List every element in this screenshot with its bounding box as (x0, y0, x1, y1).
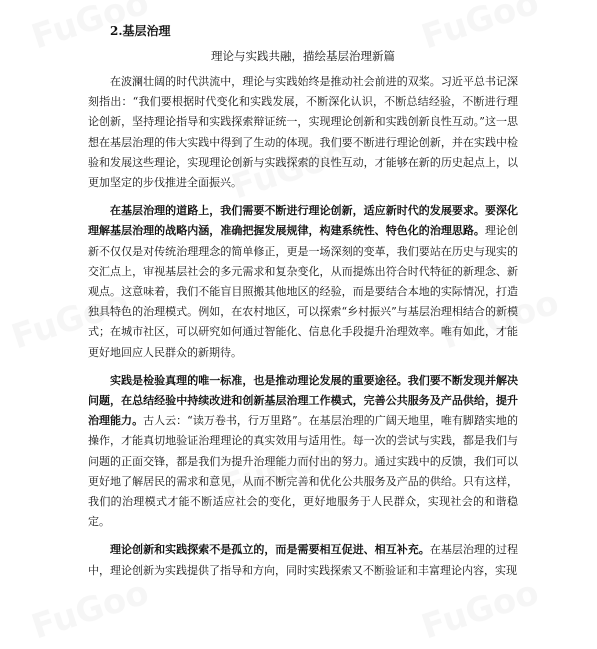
paragraph-lead: 在基层治理的道路上，我们需要不断进行理论创新，适应新时代的发展要求。要深化理解基层治理的战略内涵，准确把握发展规律，构建系统性、特色化的治理思路。 (88, 204, 518, 238)
paragraph (88, 540, 518, 580)
section-subtitle: 理论与实践共融，描绘基层治理新篇 (211, 49, 395, 63)
paragraph (88, 201, 518, 363)
paragraph (88, 72, 518, 193)
paragraph-body: 在基层治理的过程中，理论创新为实践提供了指导和方向，同时实践探索又不断验证和丰富理论内容，实现 (88, 543, 519, 577)
paragraph-body: 古人云：“读万卷书，行万里路”。在基层治理的广阔天地里，唯有脚踏实地的操作，才能真切地验证治理理论的真实效用与适用性。每一次的尝试与实践，都是我们与问题的正面交锋，都是我们为提升治理能力而付出的努力。通过实践中的反馈，我们可以更好地了解居民的需求和意见，从而不断完善和优化公共服务及产品的供给。只有这样，我们的治理模式才能不断适应社会的变化，更好地服务于人民群众，实现社会的和谐稳定。 (88, 414, 519, 529)
paragraph (88, 371, 518, 533)
paragraph-lead: 实践是检验真理的唯一标准，也是推动理论发展的重要途径。我们要不断发现并解决问题，在总结经验中持续改进和创新基层治理工作模式，完善公共服务及产品供给，提升治理能力。 (88, 373, 518, 428)
paragraph-body: 理论创新不仅仅是对传统治理理念的简单修正，更是一场深刻的变革，我们要站在历史与现实的交汇点上，审视基层社会的多元需求和复杂变化，从而提炼出符合时代特征的新理念、新观点。这意味着，我们不能盲目照搬其他地区的经验，而是要结合本地的实际情况，打造独具特色的治理模式。例如，在农村地区，可以探索“乡村振兴”与基层治理相结合的新模式；在城市社区，可以研究如何通过智能化、信息化手段提升治理效率。唯有如此，才能更好地回应人民群众的新期待。 (88, 224, 519, 359)
paragraph-body: 在波澜壮阔的时代洪流中，理论与实践始终是推动社会前进的双桨。习近平总书记深刻指出：“我们要根据时代变化和实践发展，不断深化认识，不断总结经验，不断进行理论创新，坚持理论指导和实践探索辩证统一，实现理论创新和实践创新良性互动。”这一思想在基层治理的伟大实践中得到了生动的体现。我们要不断进行理论创新，并在实践中检验和发展这些理论，实现理论创新与实践探索的良性互动，才能够在新的历史起点上，以更加坚定的步伐推进全面振兴。 (88, 75, 518, 190)
document-body (88, 22, 518, 589)
paragraph-lead: 理论创新和实践探索不是孤立的，而是需要相互促进、相互补充。 (110, 543, 430, 557)
section-heading: 2.基层治理 (110, 24, 171, 38)
